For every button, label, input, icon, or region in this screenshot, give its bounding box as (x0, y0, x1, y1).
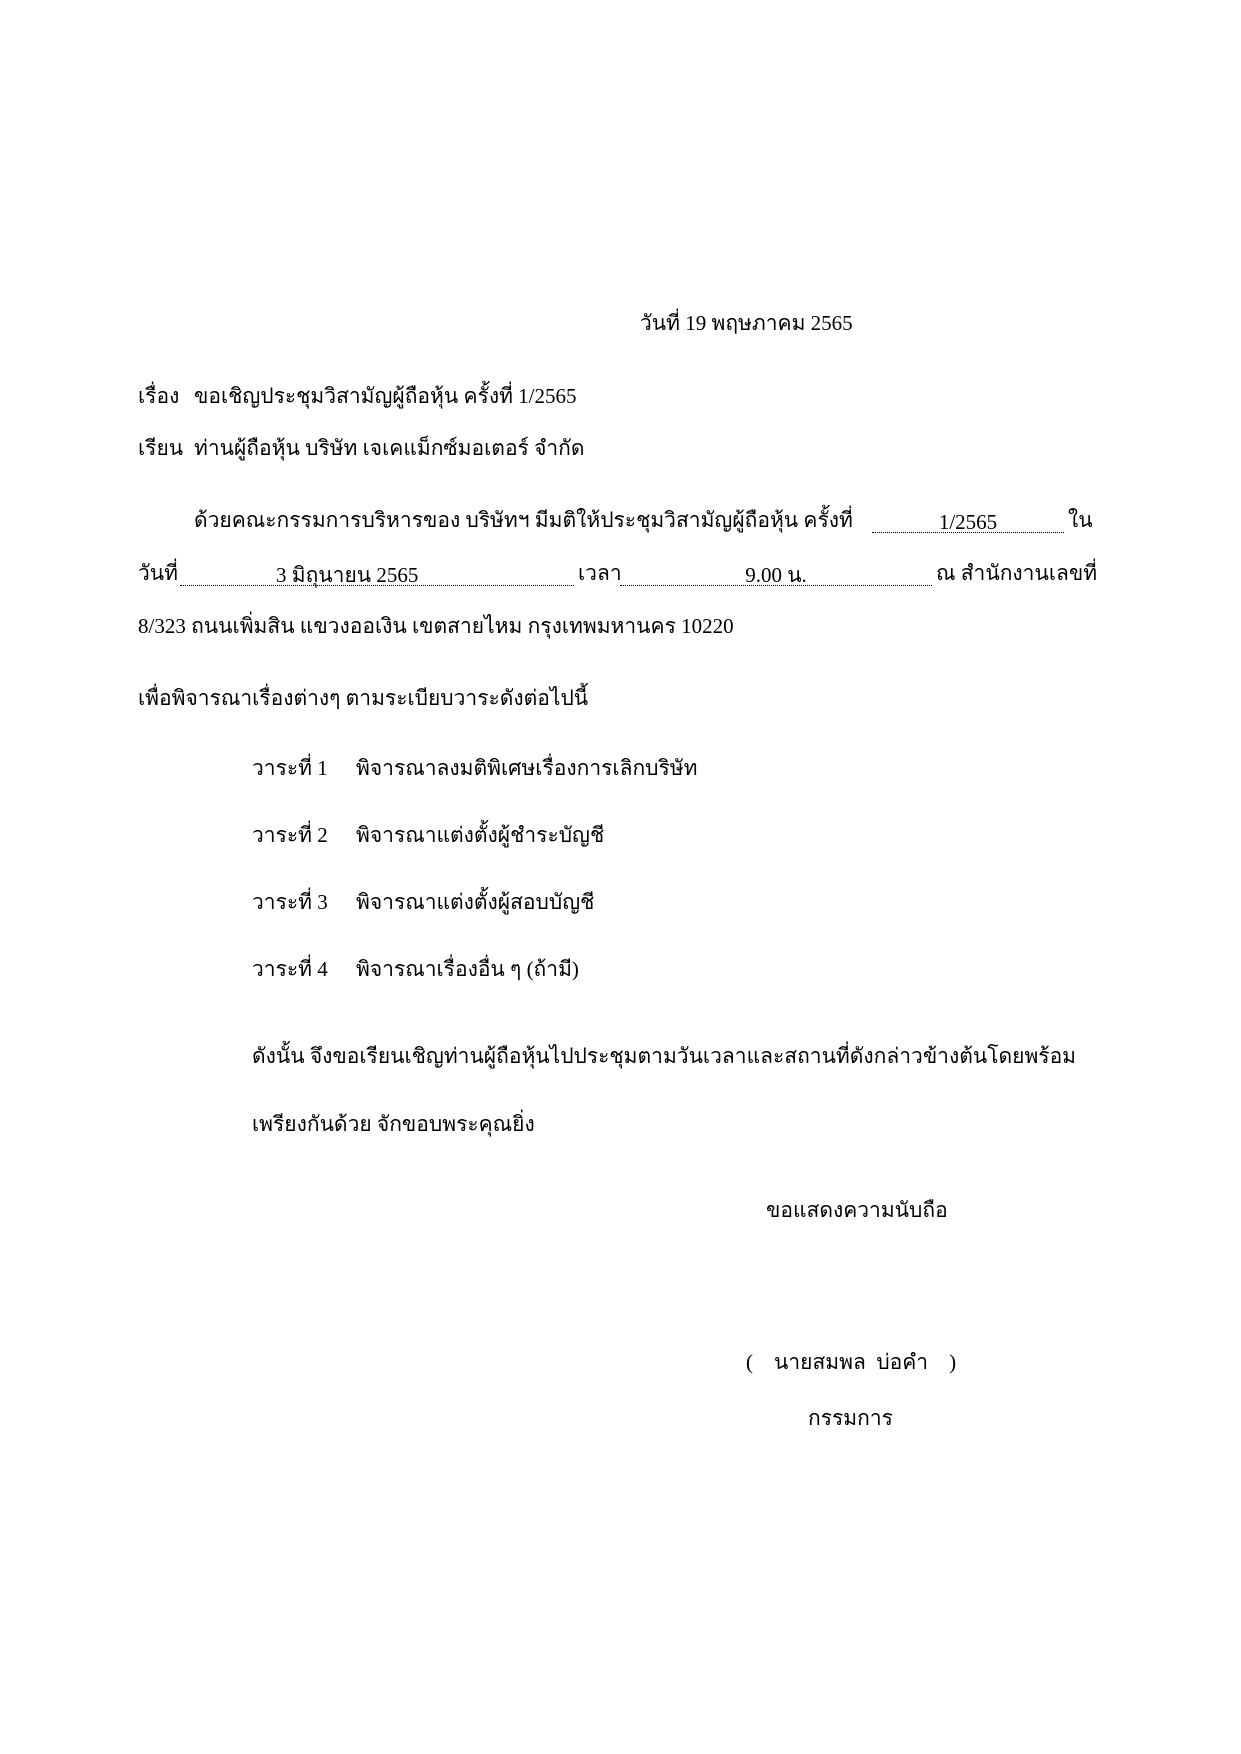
letter-date: วันที่ 19 พฤษภาคม 2565 (640, 311, 853, 335)
meeting-date-field (180, 563, 574, 586)
agenda-intro: เพื่อพิจารณาเรื่องต่างๆ ตามระเบียบวาระดังต่อไปนี้ (138, 686, 589, 710)
agenda-item-3-label: วาระที่ 3 (252, 890, 328, 914)
date-label: วันที่ (138, 561, 178, 585)
agenda-item-2-text: พิจารณาแต่งตั้งผู้ชำระบัญชี (356, 823, 605, 847)
agenda-item-4-label: วาระที่ 4 (252, 957, 328, 981)
agenda-item-2-label: วาระที่ 2 (252, 823, 328, 847)
meeting-time-field (620, 563, 932, 586)
meeting-time: 9.00 น. (745, 563, 807, 587)
agenda-item-1-label: วาระที่ 1 (252, 756, 328, 780)
para1-in: ใน (1068, 508, 1093, 532)
subject-text: ขอเชิญประชุมวิสามัญผู้ถือหุ้น ครั้งที่ 1/2565 (194, 384, 577, 408)
address: 8/323 ถนนเพิ่มสิน แขวงออเงิน เขตสายไหม กรุงเทพมหานคร 10220 (138, 614, 734, 638)
signer-title: กรรมการ (808, 1406, 893, 1430)
to-text: ท่านผู้ถือหุ้น บริษัท เจเคแม็กซ์มอเตอร์ จำกัด (194, 436, 585, 460)
closing-line-2: เพรียงกันด้วย จักขอบพระคุณยิ่ง (252, 1112, 535, 1136)
closing-line-1: ดังนั้น จึงขอเรียนเชิญท่านผู้ถือหุ้นไปประชุมตามวันเวลาและสถานที่ดังกล่าวข้างต้นโดยพร้อม (252, 1044, 1077, 1068)
meeting-number-field (872, 510, 1064, 533)
para1-prefix: ด้วยคณะกรรมการบริหารของ บริษัทฯ มีมติให้ประชุมวิสามัญผู้ถือหุ้น ครั้งที่ (194, 508, 853, 532)
agenda-item-1-text: พิจารณาลงมติพิเศษเรื่องการเลิกบริษัท (356, 756, 698, 780)
to-label: เรียน (138, 436, 184, 460)
time-label: เวลา (578, 561, 622, 585)
regards: ขอแสดงความนับถือ (766, 1198, 948, 1222)
agenda-item-3-text: พิจารณาแต่งตั้งผู้สอบบัญชี (356, 890, 595, 914)
meeting-date: 3 มิถุนายน 2565 (276, 563, 419, 587)
signer-name: ( นายสมพล บ่อคำ ) (746, 1350, 957, 1374)
meeting-number: 1/2565 (938, 510, 998, 534)
agenda-item-4-text: พิจารณาเรื่องอื่น ๆ (ถ้ามี) (356, 957, 579, 981)
subject-label: เรื่อง (138, 384, 180, 408)
place-label: ณ สำนักงานเลขที่ (936, 561, 1098, 585)
